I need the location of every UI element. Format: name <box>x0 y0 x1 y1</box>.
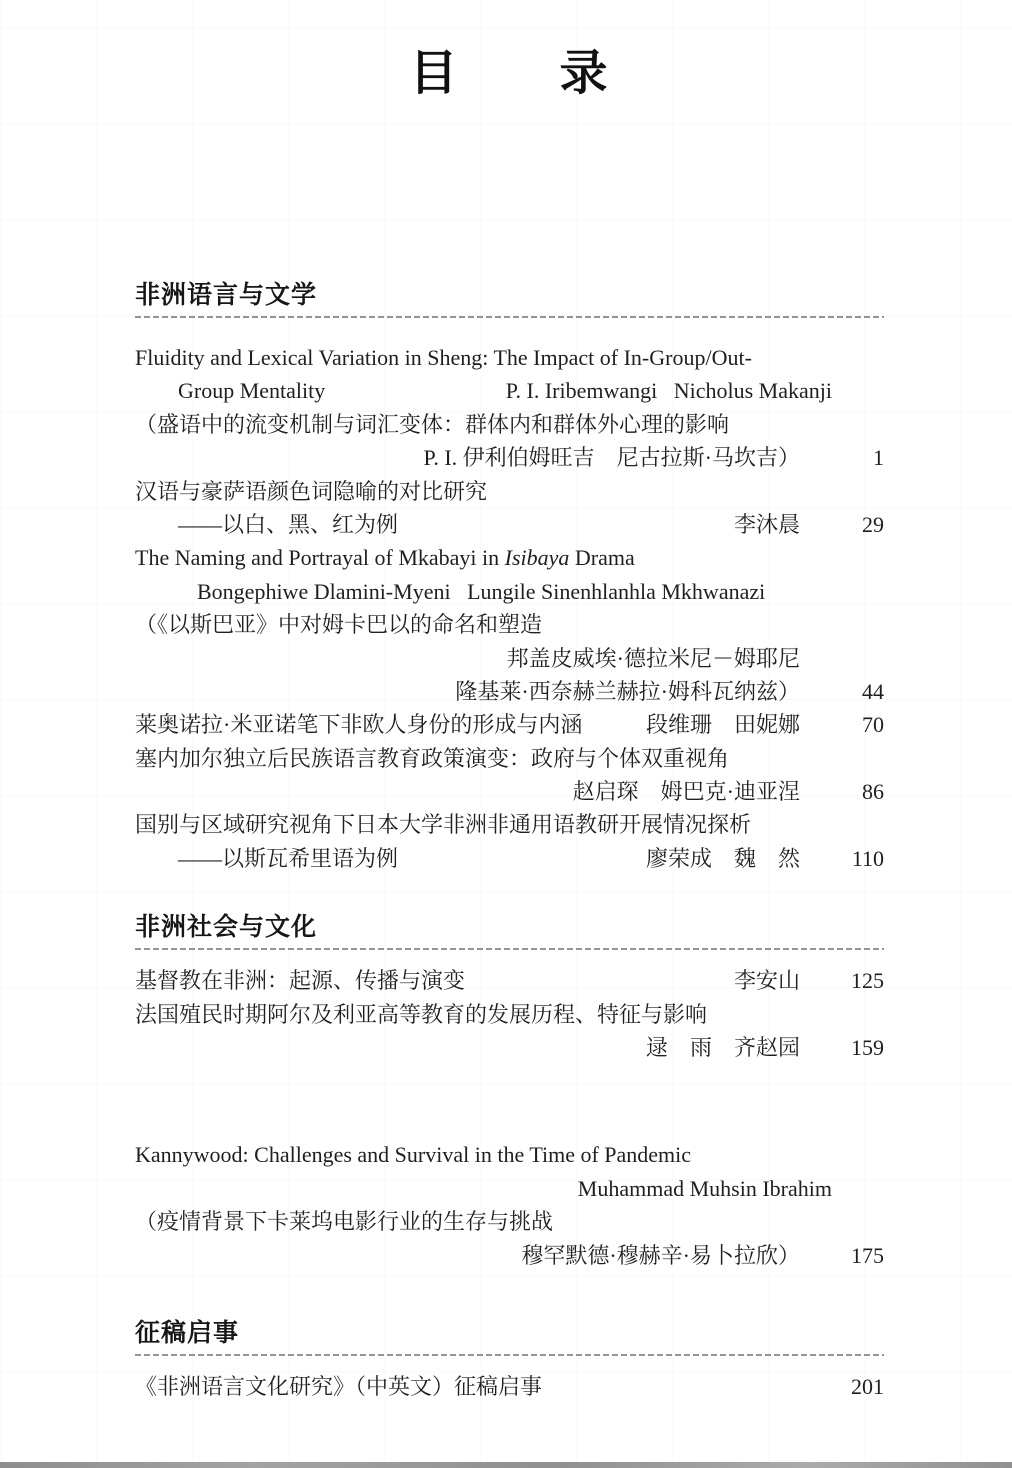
toc-line <box>135 1031 884 1064</box>
entry-page-number: 159 <box>851 1035 884 1061</box>
toc-line <box>135 1172 884 1205</box>
entry-page-number: 110 <box>851 845 884 871</box>
section-divider <box>135 316 884 318</box>
entry-title-text: 国别与区域研究视角下日本大学非洲非通用语教研开展情况探析 <box>135 812 752 838</box>
entry-page-number: 1 <box>873 445 884 471</box>
entry-authors: 邦盖皮威埃·德拉米尼－姆耶尼 <box>506 645 800 671</box>
toc-line <box>135 1205 884 1238</box>
section-body <box>135 964 884 1272</box>
entry-title-text: 《非洲语言文化研究》（中英文）征稿启事 <box>135 1373 543 1399</box>
entry-title-text: （盛语中的流变机制与词汇变体：群体内和群体外心理的影响 <box>135 411 730 437</box>
entry-title-text: Fluidity and Lexical Variation in Sheng: The Impact of In-Group/Out- <box>135 345 752 370</box>
entry-title-text: Group Mentality <box>178 378 326 404</box>
entry-title-text: 莱奥诺拉·米亚诺笔下非欧人身份的形成与内涵 <box>135 712 583 738</box>
section-heading: 非洲社会与文化 <box>135 913 318 942</box>
section-call-for-papers <box>135 1316 884 1403</box>
entry-title-italic: Isibaya <box>504 545 570 571</box>
entry-title-text: 基督教在非洲：起源、传播与演变 <box>135 968 466 994</box>
toc-line <box>135 475 884 508</box>
toc-line <box>135 408 884 441</box>
toc-line <box>135 742 884 775</box>
entry-authors: P. I. Iribemwangi Nicholus Makanji <box>505 378 832 404</box>
entry-authors: 隆基莱·西奈赫兰赫拉·姆科瓦纳兹） <box>455 678 800 704</box>
entry-authors: 李安山 <box>733 968 800 994</box>
entry-title-text: ——以白、黑、红为例 <box>178 511 399 537</box>
entry-authors: 赵启琛 姆巴克·迪亚涅 <box>572 779 800 805</box>
toc-line <box>135 541 884 574</box>
toc-line <box>135 675 884 708</box>
toc-line <box>135 708 884 741</box>
section-body <box>135 1370 884 1403</box>
entry-page-number: 44 <box>862 678 884 704</box>
toc-line <box>135 642 884 675</box>
entry-title-pre: The Naming and Portrayal of Mkabayi in <box>135 545 505 571</box>
toc-line <box>135 1239 884 1272</box>
entry-title-post: Drama <box>569 545 635 571</box>
toc-line <box>135 964 884 997</box>
page-title: 目 录 <box>409 47 610 100</box>
entry-title-text <box>135 541 635 574</box>
entry-page-number: 175 <box>851 1242 884 1268</box>
toc-line <box>135 1138 884 1171</box>
section-body <box>135 341 884 875</box>
entry-title-text: 塞内加尔独立后民族语言教育政策演变：政府与个体双重视角 <box>135 745 730 771</box>
toc-line <box>135 608 884 641</box>
section-african-languages-literature <box>135 278 884 875</box>
entry-title-text: 法国殖民时期阿尔及利亚高等教育的发展历程、特征与影响 <box>135 1001 708 1027</box>
entry-page-number: 125 <box>851 968 884 994</box>
toc-line <box>135 1370 884 1403</box>
entry-authors: 李沐晨 <box>733 511 800 537</box>
entry-authors: Muhammad Muhsin Ibrahim <box>577 1175 832 1201</box>
entry-title-text: （疫情背景下卡莱坞电影行业的生存与挑战 <box>135 1209 554 1235</box>
entry-title-text: Kannywood: Challenges and Survival in the Time of Pandemic <box>135 1142 692 1168</box>
section-heading: 非洲语言与文学 <box>135 281 318 309</box>
toc-line <box>135 842 884 875</box>
toc-line <box>135 508 884 541</box>
entry-page-number: 201 <box>851 1373 884 1399</box>
entry-title-text: ——以斯瓦希里语为例 <box>178 845 399 871</box>
toc-line <box>135 441 884 474</box>
toc-line <box>135 808 884 841</box>
entry-page-number: 29 <box>862 511 884 537</box>
entry-authors: P. I. 伊利伯姆旺吉 尼古拉斯·马坎吉） <box>423 445 800 471</box>
entry-authors: 逯 雨 齐赵园 <box>645 1035 800 1061</box>
toc-line <box>135 998 884 1031</box>
entry-page-number: 86 <box>862 779 884 805</box>
section-african-society-culture <box>135 910 884 1272</box>
toc-line <box>135 374 884 407</box>
entry-authors: 廖荣成 魏 然 <box>645 845 800 871</box>
entry-title-text: 汉语与豪萨语颜色词隐喻的对比研究 <box>135 478 488 504</box>
scan-edge-artifact <box>0 1462 1012 1468</box>
entry-title-text: （《以斯巴亚》中对姆卡巴以的命名和塑造 <box>135 612 543 638</box>
entry-authors: 段维珊 田妮娜 <box>645 712 800 738</box>
entry-authors: 穆罕默德·穆赫辛·易卜拉欣） <box>521 1242 800 1268</box>
entry-authors: Bongephiwe Dlamini-Myeni Lungile Sinenhlanhla Mkhwanazi <box>197 578 766 604</box>
toc-content <box>135 0 884 1403</box>
entry-page-number: 70 <box>862 712 884 738</box>
section-divider <box>135 1354 884 1356</box>
toc-line <box>135 775 884 808</box>
toc-line <box>135 341 884 374</box>
section-divider <box>135 948 884 950</box>
section-heading: 征稿启事 <box>135 1318 240 1347</box>
toc-line <box>135 575 884 608</box>
